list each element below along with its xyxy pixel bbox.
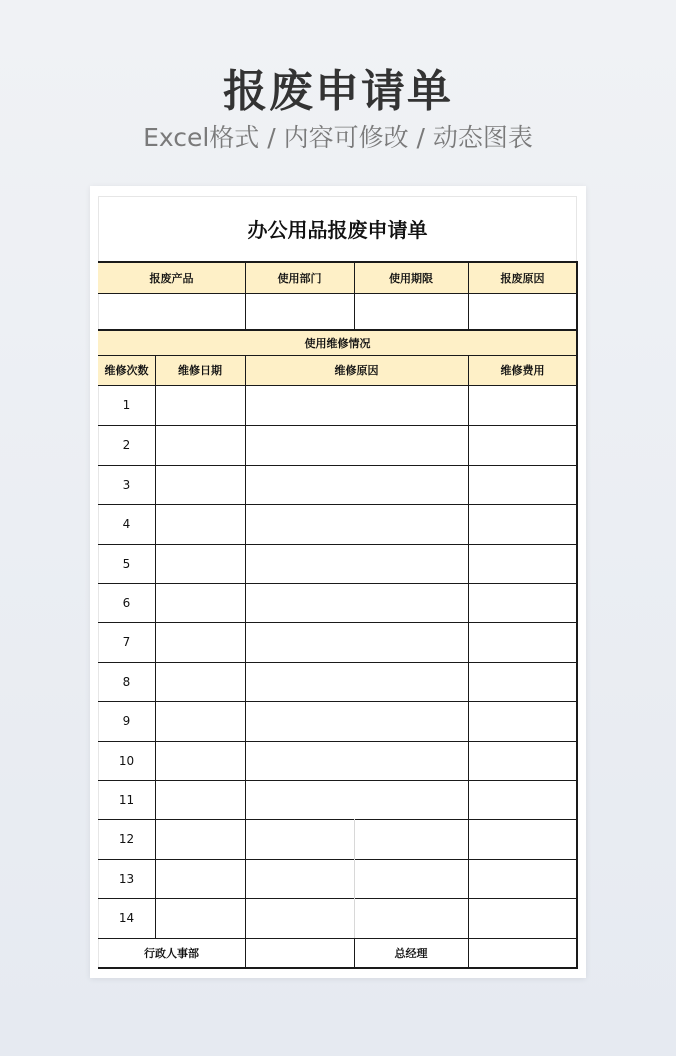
row-date-cell[interactable] [155,544,245,583]
header-cell-product[interactable]: 报废产品 [98,262,245,293]
row-date-cell[interactable] [155,583,245,622]
row-cost-cell[interactable] [468,780,577,819]
row-reason-cell[interactable] [245,780,468,819]
grid-hline [98,329,577,331]
row-number-cell: 5 [122,556,131,571]
input-cell-department[interactable] [245,293,354,330]
row-date-cell[interactable] [155,425,245,465]
row-reason-cell[interactable] [245,741,468,780]
row-reason-cell[interactable] [245,583,468,622]
header-cell-repair-cost[interactable]: 维修费用 [468,355,577,385]
row-number-cell: 13 [118,871,135,886]
header-cell-scrap-reason[interactable]: 报废原因 [468,262,577,293]
footer-cell-manager-signature[interactable] [468,938,577,968]
header-cell-repair-count[interactable]: 维修次数 [98,355,155,385]
row-reason-cell[interactable] [245,701,468,741]
row-number-cell: 9 [122,714,131,728]
grid-vline [468,938,469,968]
grid-hline [98,425,577,426]
row-cost-cell[interactable] [468,425,577,465]
header-cell-usage-period[interactable]: 使用期限 [354,262,468,293]
grid-hline [98,261,577,263]
input-cell-usage-period[interactable] [354,293,468,330]
row-number-cell: 3 [122,477,131,492]
grid-hline [98,544,577,545]
grid-hline [98,293,577,294]
grid-vline [468,355,469,938]
sheet-title: 办公用品报废申请单 [247,218,428,242]
row-cost-cell[interactable] [468,465,577,504]
row-date-cell[interactable] [155,701,245,741]
grid-hline [98,385,577,386]
grid-vline [245,355,246,938]
grid-vline [468,262,469,330]
row-number-cell: 10 [118,753,135,768]
grid-hline [98,504,577,505]
row-date-cell[interactable] [155,622,245,662]
row-reason-cell[interactable] [245,819,468,859]
row-cost-cell[interactable] [468,859,577,898]
row-reason-cell[interactable] [245,425,468,465]
row-cost-cell[interactable] [468,385,577,425]
grid-vline [354,262,355,330]
row-number-cell: 6 [122,595,131,610]
row-number-cell: 4 [122,517,131,531]
grid-hline [98,465,577,466]
row-date-cell[interactable] [155,504,245,544]
header-cell-repair-date[interactable]: 维修日期 [155,355,245,385]
row-date-cell[interactable] [155,662,245,701]
row-number-cell: 7 [122,635,131,649]
row-cost-cell[interactable] [468,622,577,662]
row-reason-cell[interactable] [245,898,468,938]
grid-hline [98,780,577,781]
header-cell-repair-reason[interactable]: 维修原因 [245,355,468,385]
row-date-cell[interactable] [155,465,245,504]
grid-hline [98,583,577,584]
page-subtitle: Excel格式 / 内容可修改 / 动态图表 [143,123,533,152]
row-date-cell[interactable] [155,385,245,425]
grid-hline [98,622,577,623]
row-cost-cell[interactable] [468,701,577,741]
row-date-cell[interactable] [155,819,245,859]
row-number-cell: 8 [122,674,131,689]
grid-vline [354,819,355,938]
grid-hline [98,741,577,742]
row-cost-cell[interactable] [468,741,577,780]
row-date-cell[interactable] [155,898,245,938]
row-cost-cell[interactable] [468,898,577,938]
grid-hline [98,898,577,899]
grid-vline [155,355,156,938]
grid-hline [98,662,577,663]
header-cell-department[interactable]: 使用部门 [245,262,354,293]
row-cost-cell[interactable] [468,504,577,544]
grid-hline [98,819,577,820]
row-cost-cell[interactable] [468,662,577,701]
page-title: 报废申请单 [223,66,453,117]
row-reason-cell[interactable] [245,465,468,504]
row-number-cell: 14 [118,911,135,925]
grid-vline [576,261,578,969]
row-reason-cell[interactable] [245,385,468,425]
input-cell-product[interactable] [98,293,245,330]
footer-cell-dept-signature[interactable] [245,938,354,968]
footer-cell-dept-label: 行政人事部 [144,947,199,960]
row-cost-cell[interactable] [468,819,577,859]
row-number-cell: 1 [122,398,131,412]
row-number-cell: 2 [122,438,131,452]
row-reason-cell[interactable] [245,662,468,701]
row-cost-cell[interactable] [468,544,577,583]
grid-hline [98,355,577,356]
row-reason-cell[interactable] [245,544,468,583]
grid-vline [245,938,246,968]
row-number-cell: 12 [118,832,135,846]
row-reason-cell[interactable] [245,622,468,662]
row-cost-cell[interactable] [468,583,577,622]
grid-hline [98,859,577,860]
grid-vline [354,938,355,968]
row-reason-cell[interactable] [245,504,468,544]
row-reason-cell[interactable] [245,859,468,898]
footer-cell-manager-label: 总经理 [394,947,428,960]
row-date-cell[interactable] [155,741,245,780]
row-date-cell[interactable] [155,780,245,819]
grid-hline [98,701,577,702]
grid-hline [98,938,577,939]
grid-vline [245,262,246,330]
section-header-repair[interactable]: 使用维修情况 [98,330,577,355]
input-cell-scrap-reason[interactable] [468,293,577,330]
row-number-cell: 11 [118,792,135,807]
grid-hline [98,967,577,969]
row-date-cell[interactable] [155,859,245,898]
